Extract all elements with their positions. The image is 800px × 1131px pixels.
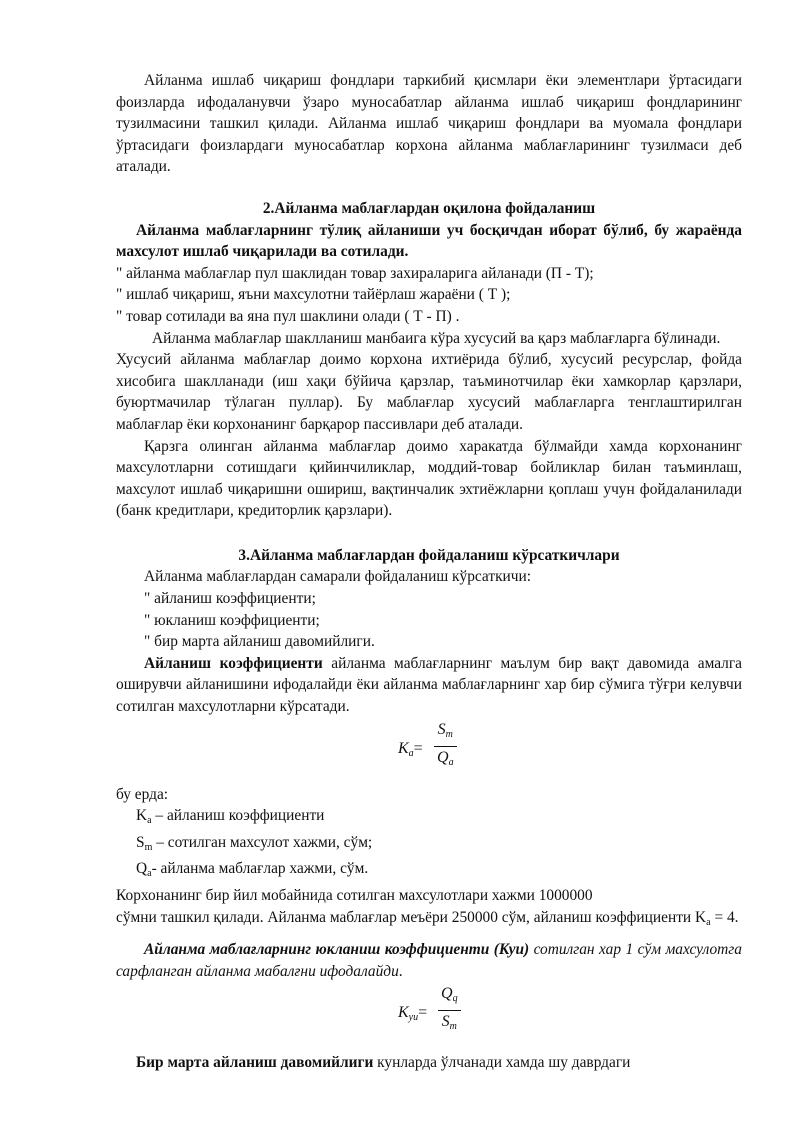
formula-numerator: $Q_q$	[441, 985, 458, 1005]
stage-2: " ишлаб чиқариш, яъни махсулотни тайёрлаш жараёни ( Т );	[116, 286, 511, 304]
formula-denominator: $Q_a$	[437, 748, 454, 768]
paragraph-duration	[116, 1052, 742, 1074]
section-heading-3: 3.Айланма маблағлардан фойдаланиш кўрсаткичлари	[238, 546, 620, 564]
formula-denominator: $S_m$	[441, 1013, 457, 1033]
paragraph-turnover-coefficient	[116, 653, 742, 718]
cycle-bold-text: Айланма маблағларнинг тўлиқ айланиши уч босқичдан иборат бўлиб, бу жараёнда махсулот ишлаб чиқарилади ва сотилади.	[116, 221, 742, 261]
duration-definition: кунларда ўлчанади хамда шу даврдаги	[373, 1054, 631, 1072]
formula-fraction	[438, 984, 461, 1037]
duration-term: Бир марта айланиш давомийлиги	[136, 1054, 374, 1072]
paragraph-sources: Айланма маблағлар шаклланиш манбаига кўра хусусий ва қарз маблағларга бўлинади.	[152, 329, 721, 347]
stage-1: " айланма маблағлар пул шаклидан товар захираларига айланади (П - Т);	[116, 264, 594, 282]
definition-item: $K_a$ – айланиш коэффициенти	[136, 807, 325, 827]
paragraph-own-funds: Хусусий айланма маблағлар доимо корхона ихтиёрида бўлиб, хусусий ресурслар, фойда хисобига шаклланади (иш хақи бўйича қарзлар, таъминотчилар ёки хамкорлар қарзлари, буюртмачилар тўлаган пуллар). Бу маблағлар хусусий маблағларга тенглаштирилган маблағлар ёки корхонанинг барқарор пассивлари деб аталади.	[116, 351, 742, 433]
fraction-bar	[438, 1010, 461, 1011]
formula-turnover	[116, 718, 742, 784]
definition-item: $Q_a-$ айланма маблағлар хажми, сўм.	[136, 860, 369, 880]
formula-lhs: $K_a=$	[398, 739, 423, 759]
indicator-item: " бир марта айланиш давомийлиги.	[144, 633, 375, 651]
formula-lhs: $K_{уи}=$	[398, 1004, 428, 1024]
definition-item: $S_m$ – сотилган махсулот хажми, сўм;	[136, 833, 373, 853]
example-line-1: Корхонанинг бир йил мобайнида сотилган махсулотлари хажми 1000000	[116, 887, 593, 904]
example-line-2: сўмни ташкил қилади. Айланма маблағлар меъёри 250000 сўм, айланиш коэффициенти $K_a = 4$.	[116, 908, 739, 928]
paragraph-borrowed-funds: Қарзга олинган айланма маблағлар доимо харакатда бўлмайди хамда корхонанинг махсулотларни сотишдаги қийинчиликлар, моддий-товар бойликлар билан таъминлаш, махсулот ишлаб чиқаришни ошириш, вақтинчалик эхтиёжларни қоплаш учун фойдаланилади (банк кредитлари, кредиторлик қарзлари).	[116, 437, 742, 520]
section-heading-2: 2.Айланма маблағлардан оқилона фойдаланиш	[262, 199, 596, 217]
formula-numerator: $S_m$	[437, 720, 453, 740]
indicator-item: " юкланиш коэффициенти;	[144, 611, 320, 629]
where-label: бу ерда:	[116, 785, 169, 803]
turnover-term: Айланиш коэффициенти	[144, 654, 323, 672]
formula-fraction	[434, 720, 457, 773]
load-definition: сотилган хар 1 сўм махсулотга сарфланган айланма мабалғни ифодалайди	[116, 941, 743, 980]
load-term: Айланма маблағларнинг юкланиш коэффициенти (Куи)	[144, 941, 530, 959]
paragraph-structure: Айланма ишлаб чиқариш фондлари таркибий қисмлари ёки элементлари ўртасидаги фоизларда ифодаланувчи ўзаро муносабатлар айланма ишлаб чиқариш фондларининг тузилмасини ташкил қилади. Айланма ишлаб чиқариш фондлари ва муомала фондлари ўртасидаги фоизлардаги муносабатлар корхона айланма маблағларининг тузилмаси деб аталади.	[116, 72, 742, 176]
paragraph-cycle-bold	[116, 220, 742, 263]
paragraph-indicators-intro: Айланма маблағлардан самарали фойдаланиш кўрсаткичи:	[144, 568, 532, 586]
fraction-bar	[434, 746, 457, 747]
stage-3: " товар сотилади ва яна пул шаклини олади ( Т - П) .	[116, 307, 460, 325]
indicator-item: " айланиш коэффициенти;	[144, 590, 316, 608]
paragraph-load-coefficient: Айланма маблағларнинг юкланиш коэффициенти (Куи) сотилган хар 1 сўм махсулотга сарфланган айланма мабалғни ифодалайди.	[116, 941, 743, 980]
document-page	[116, 70, 742, 1074]
turnover-definition: айланма маблағларнинг маълум бир вақт давомида амалга оширувчи айланишини ифодалайди ёки айланма маблағларнинг хар бир сўмига тўғри келувчи сотилган махсулотларни кўрсатади.	[116, 654, 742, 716]
formula-load	[116, 982, 742, 1048]
